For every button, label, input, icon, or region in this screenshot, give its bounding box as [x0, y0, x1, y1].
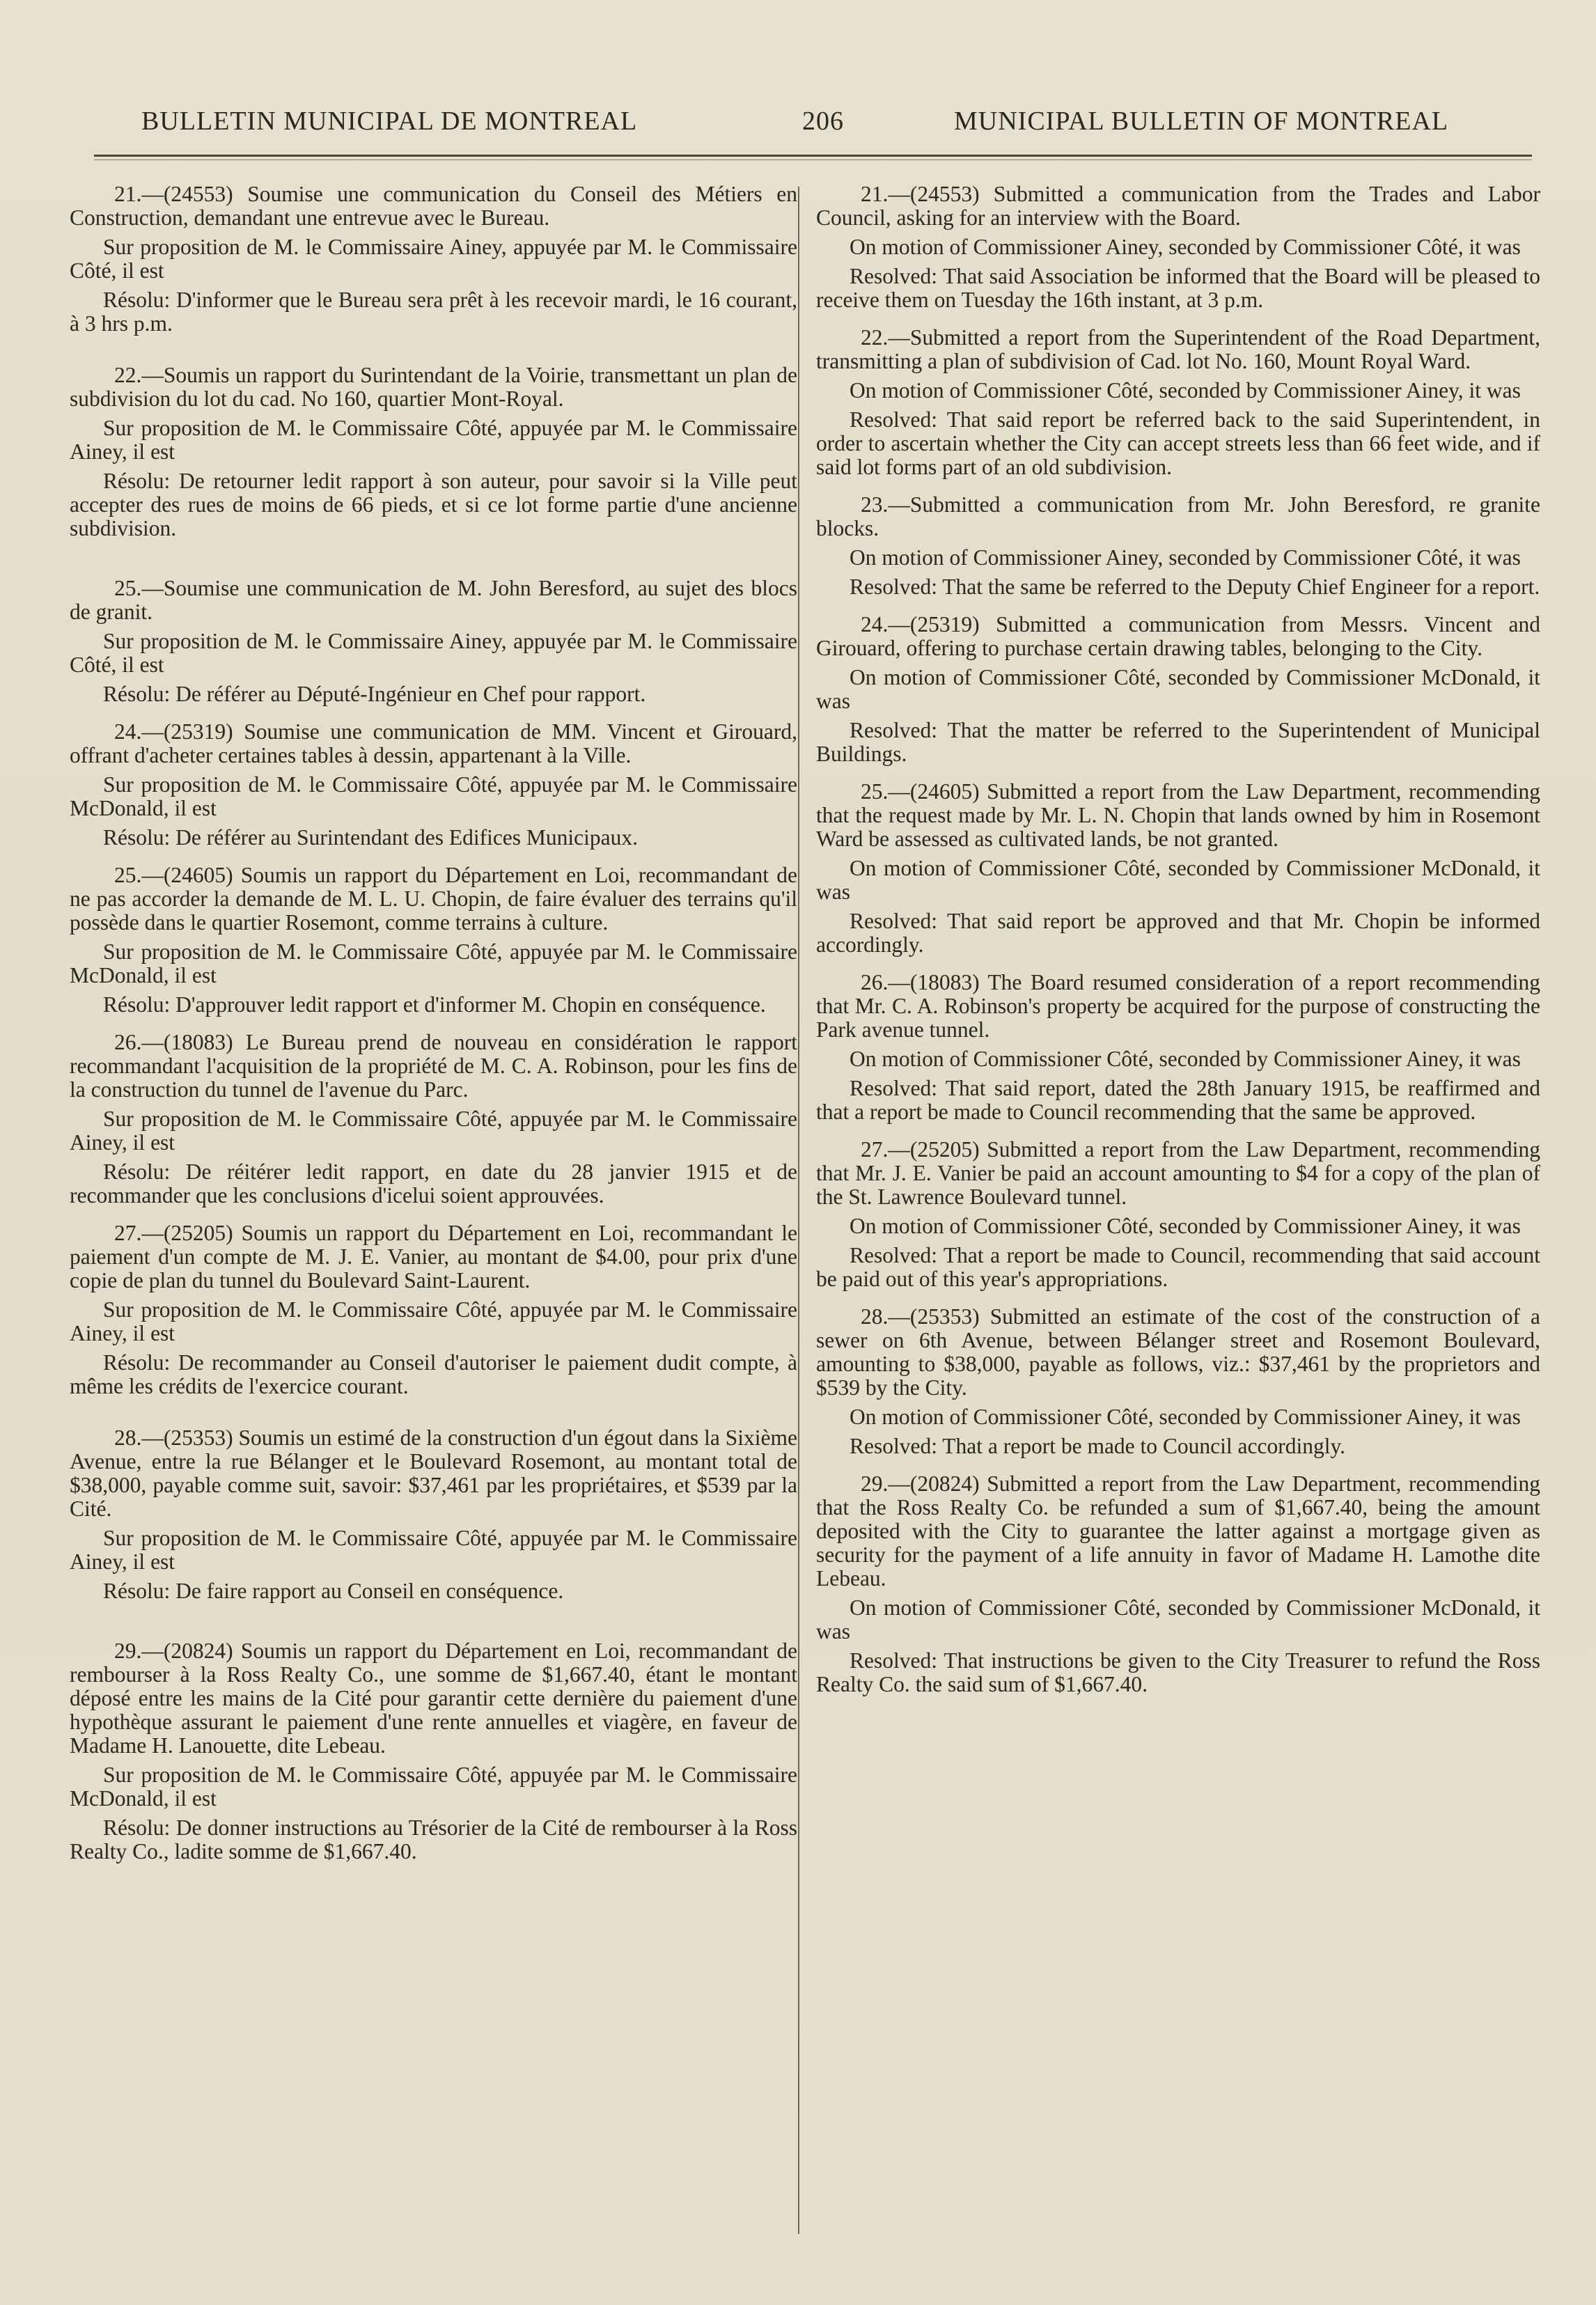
minute-item: [70, 1031, 797, 1208]
item-resolution: Resolved: That a report be made to Council accordingly.: [850, 1434, 1346, 1458]
item-lead: 29.—(20824) Submitted a report from the Law Department, recommending that the Ross Realty Co. be refunded a sum of $1,667.40, being the amount deposited with the City to guarantee the latter against a mortgage given as security for the payment of a life annuity in favor of Madame H. Lamothe dite Lebeau.: [816, 1471, 1540, 1591]
minute-item: [70, 720, 797, 850]
item-motion: On motion of Commissioner Côté, seconded by Commissioner McDonald, it was: [816, 856, 1540, 904]
header-title-english: MUNICIPAL BULLETIN OF MONTREAL: [954, 107, 1449, 136]
item-resolution: Résolu: De réitérer ledit rapport, en date du 28 janvier 1915 et de recommander que les conclusions d'icelui soient approuvées.: [70, 1159, 797, 1208]
header-title-french: BULLETIN MUNICIPAL DE MONTREAL: [141, 107, 638, 136]
item-resolution: Resolved: That said report be referred back to the said Superintendent, in order to ascertain whether the City can accept streets less than 66 feet wide, and if said lot forms part of an old subdivision.: [816, 407, 1540, 479]
item-resolution: Résolu: De faire rapport au Conseil en conséquence.: [103, 1579, 564, 1603]
item-lead: 27.—(25205) Submitted a report from the Law Department, recommending that Mr. J. E. Vanier be paid an account amounting to $4 for a copy of the plan of the St. Lawrence Boulevard tunnel.: [816, 1137, 1540, 1209]
item-lead: 27.—(25205) Soumis un rapport du Département en Loi, recommandant le paiement d'un compte de M. J. E. Vanier, au montant de $4.00, pour prix d'une copie de plan du tunnel du Boulevard Saint-Laurent.: [70, 1221, 797, 1292]
item-motion: On motion of Commissioner Côté, seconded by Commissioner McDonald, it was: [816, 1595, 1540, 1643]
minute-item: [816, 326, 1540, 479]
french-column: [70, 182, 797, 2230]
minute-item: [70, 1639, 797, 1863]
minute-item: [816, 780, 1540, 957]
item-lead: 25.—Soumise une communication de M. John Beresford, au sujet des blocs de granit.: [70, 576, 797, 624]
item-resolution: Résolu: De donner instructions au Trésorier de la Cité de rembourser à la Ross Realty Co., ladite somme de $1,667.40.: [70, 1815, 797, 1863]
header-rule: [94, 155, 1532, 157]
item-resolution: Resolved: That the matter be referred to the Superintendent of Municipal Buildings.: [816, 718, 1540, 766]
item-resolution: Résolu: D'approuver ledit rapport et d'informer M. Chopin en conséquence.: [103, 992, 766, 1017]
item-lead: 26.—(18083) The Board resumed consideration of a report recommending that Mr. C. A. Robinson's property be acquired for the purpose of constructing the Park avenue tunnel.: [816, 970, 1540, 1042]
item-motion: On motion of Commissioner Côté, seconded by Commissioner Ainey, it was: [850, 1047, 1521, 1071]
item-lead: 28.—(25353) Soumis un estimé de la construction d'un égout dans la Sixième Avenue, entre la rue Bélanger et le Boulevard Rosemont, au montant total de $38,000, payable comme suit, savoir: $37,461 par les propriétaires, et $539 par la Cité.: [70, 1425, 797, 1521]
minute-item: [816, 613, 1540, 766]
minute-item: [70, 1426, 797, 1603]
item-motion: Sur proposition de M. le Commissaire Ainey, appuyée par M. le Commissaire Côté, il est: [70, 235, 797, 283]
item-lead: 22.—Submitted a report from the Superintendent of the Road Department, transmitting a plan of subdivision of Cad. lot No. 160, Mount Royal Ward.: [816, 325, 1540, 373]
minute-item: [70, 864, 797, 1017]
item-motion: On motion of Commissioner Côté, seconded by Commissioner Ainey, it was: [850, 378, 1521, 403]
item-resolution: Résolu: D'informer que le Bureau sera prêt à les recevoir mardi, le 16 courant, à 3 hrs p.m.: [70, 288, 797, 336]
item-lead: 21.—(24553) Submitted a communication from the Trades and Labor Council, asking for an interview with the Board.: [816, 182, 1540, 230]
page-number: 206: [802, 107, 844, 136]
item-lead: 25.—(24605) Soumis un rapport du Département en Loi, recommandant de ne pas accorder la demande de M. L. U. Chopin, de faire évaluer des terrains qu'il possède dans le quartier Rosemont, comme terrains à culture.: [70, 863, 797, 935]
minute-item: [70, 1221, 797, 1398]
item-motion: On motion of Commissioner Côté, seconded by Commissioner Ainey, it was: [850, 1405, 1521, 1429]
minute-item: [816, 182, 1540, 312]
item-motion: On motion of Commissioner Ainey, seconded by Commissioner Côté, it was: [850, 545, 1521, 570]
item-motion: Sur proposition de M. le Commissaire Côté, appuyée par M. le Commissaire McDonald, il est: [70, 772, 797, 820]
item-motion: Sur proposition de M. le Commissaire Côté, appuyée par M. le Commissaire Ainey, il est: [70, 1297, 797, 1345]
minute-item: [70, 364, 797, 540]
item-resolution: Resolved: That instructions be given to the City Treasurer to refund the Ross Realty Co. the said sum of $1,667.40.: [816, 1648, 1540, 1696]
item-motion: Sur proposition de M. le Commissaire Côté, appuyée par M. le Commissaire Ainey, il est: [70, 416, 797, 464]
item-resolution: Résolu: De référer au Député-Ingénieur en Chef pour rapport.: [103, 682, 646, 706]
item-resolution: Resolved: That the same be referred to the Deputy Chief Engineer for a report.: [850, 575, 1540, 599]
minute-item: [70, 577, 797, 706]
item-resolution: Resolved: That said Association be informed that the Board will be pleased to receive them on Tuesday the 16th instant, at 3 p.m.: [816, 264, 1540, 312]
column-divider: [798, 187, 799, 2234]
item-resolution: Résolu: De référer au Surintendant des Edifices Municipaux.: [103, 825, 639, 850]
item-resolution: Resolved: That a report be made to Council, recommending that said account be paid out of this year's appropriations.: [816, 1243, 1540, 1291]
minute-item: [816, 493, 1540, 599]
item-motion: Sur proposition de M. le Commissaire Côté, appuyée par M. le Commissaire McDonald, il est: [70, 1763, 797, 1811]
item-lead: 24.—(25319) Soumise une communication de MM. Vincent et Girouard, offrant d'acheter certaines tables à dessin, appartenant à la Ville.: [70, 719, 797, 767]
item-resolution: Résolu: De recommander au Conseil d'autoriser le paiement dudit compte, à même les crédits de l'exercice courant.: [70, 1350, 797, 1398]
item-lead: 26.—(18083) Le Bureau prend de nouveau en considération le rapport recommandant l'acquisition de la propriété de M. C. A. Robinson, pour les fins de la construction du tunnel de l'avenue du Parc.: [70, 1030, 797, 1102]
item-motion: On motion of Commissioner Côté, seconded by Commissioner Ainey, it was: [850, 1214, 1521, 1238]
item-motion: Sur proposition de M. le Commissaire Côté, appuyée par M. le Commissaire Ainey, il est: [70, 1107, 797, 1155]
item-resolution: Resolved: That said report be approved and that Mr. Chopin be informed accordingly.: [816, 909, 1540, 957]
item-motion: On motion of Commissioner Côté, seconded by Commissioner McDonald, it was: [816, 665, 1540, 713]
item-motion: On motion of Commissioner Ainey, seconded by Commissioner Côté, it was: [850, 235, 1521, 259]
item-lead: 29.—(20824) Soumis un rapport du Département en Loi, recommandant de rembourser à la Ross Realty Co., une somme de $1,667.40, étant le montant déposé entre les mains de la Cité pour garantir cette dernière du paiement d'une hypothèque assurant le paiement d'une rente annuelles et viagère, en faveur de Madame H. Lanouette, dite Lebeau.: [70, 1639, 797, 1758]
minute-item: [816, 971, 1540, 1124]
minute-item: [70, 182, 797, 336]
header-rule-thin: [94, 159, 1532, 160]
english-column: [816, 182, 1540, 2230]
item-motion: Sur proposition de M. le Commissaire Ainey, appuyée par M. le Commissaire Côté, il est: [70, 629, 797, 677]
item-lead: 28.—(25353) Submitted an estimate of the cost of the construction of a sewer on 6th Avenue, between Bélanger street and Rosemont Boulevard, amounting to $38,000, payable as follows, viz.: $37,461 by the proprietors and $539 by the City.: [816, 1304, 1540, 1400]
minute-item: [816, 1472, 1540, 1696]
running-header: [0, 106, 1596, 148]
item-lead: 23.—Submitted a communication from Mr. John Beresford, re granite blocks.: [816, 492, 1540, 540]
item-motion: Sur proposition de M. le Commissaire Côté, appuyée par M. le Commissaire McDonald, il est: [70, 939, 797, 987]
minute-item: [816, 1138, 1540, 1291]
item-lead: 25.—(24605) Submitted a report from the Law Department, recommending that the request made by Mr. L. N. Chopin that lands owned by him in Rosemont Ward be assessed as cultivated lands, be not granted.: [816, 779, 1540, 851]
item-lead: 24.—(25319) Submitted a communication from Messrs. Vincent and Girouard, offering to purchase certain drawing tables, belonging to the City.: [816, 612, 1540, 660]
item-lead: 21.—(24553) Soumise une communication du Conseil des Métiers en Construction, demandant une entrevue avec le Bureau.: [70, 182, 797, 230]
item-resolution: Resolved: That said report, dated the 28th January 1915, be reaffirmed and that a report be made to Council recommending that the same be approved.: [816, 1076, 1540, 1124]
item-resolution: Résolu: De retourner ledit rapport à son auteur, pour savoir si la Ville peut accepter des rues de moins de 66 pieds, et si ce lot forme partie d'une ancienne subdivision.: [70, 469, 797, 540]
item-motion: Sur proposition de M. le Commissaire Côté, appuyée par M. le Commissaire Ainey, il est: [70, 1526, 797, 1574]
minute-item: [816, 1305, 1540, 1458]
item-lead: 22.—Soumis un rapport du Surintendant de la Voirie, transmettant un plan de subdivision du lot du cad. No 160, quartier Mont-Royal.: [70, 363, 797, 411]
